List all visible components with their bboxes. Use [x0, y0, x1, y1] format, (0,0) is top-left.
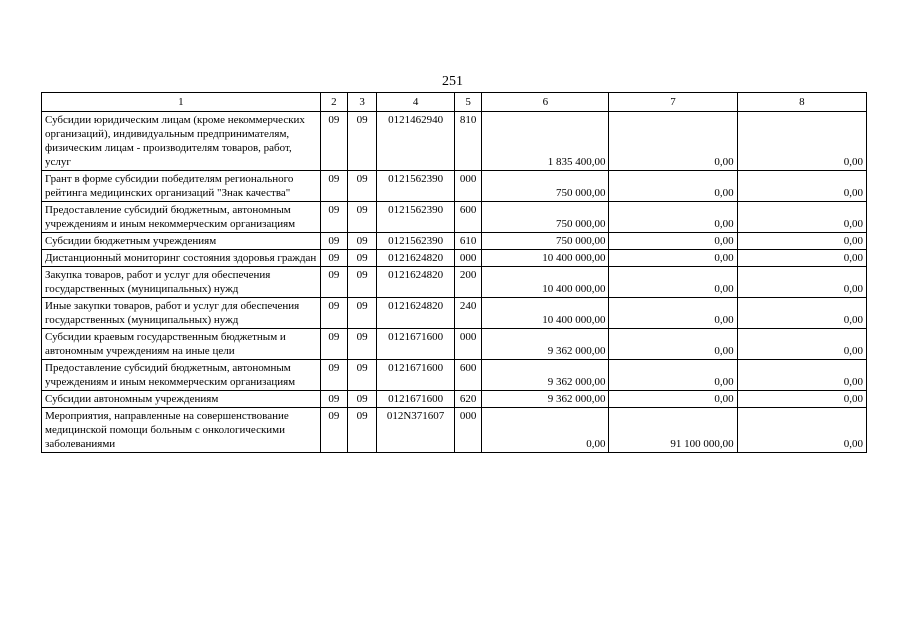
- amount-col7-cell: 0,00: [609, 202, 737, 233]
- expense-type-cell: 600: [454, 360, 481, 391]
- expense-type-cell: 240: [454, 298, 481, 329]
- section-code-cell: 09: [320, 202, 347, 233]
- section-code-cell: 09: [320, 112, 347, 171]
- amount-col7-cell: 0,00: [609, 171, 737, 202]
- column-header: 4: [377, 93, 455, 112]
- subsection-code-cell: 09: [347, 233, 376, 250]
- row-name-cell: Субсидии автономным учреждениям: [42, 391, 321, 408]
- target-article-cell: 0121562390: [377, 171, 455, 202]
- amount-col6-cell: 10 400 000,00: [482, 298, 609, 329]
- amount-col7-cell: 0,00: [609, 391, 737, 408]
- expense-type-cell: 810: [454, 112, 481, 171]
- section-code-cell: 09: [320, 391, 347, 408]
- amount-col7-cell: 0,00: [609, 267, 737, 298]
- subsection-code-cell: 09: [347, 112, 376, 171]
- amount-col7-cell: 0,00: [609, 329, 737, 360]
- amount-col8-cell: 0,00: [737, 250, 866, 267]
- amount-col6-cell: 750 000,00: [482, 171, 609, 202]
- amount-col8-cell: 0,00: [737, 233, 866, 250]
- column-header: 5: [454, 93, 481, 112]
- row-name-cell: Закупка товаров, работ и услуг для обеспечения государственных (муниципальных) нужд: [42, 267, 321, 298]
- column-header: 7: [609, 93, 737, 112]
- subsection-code-cell: 09: [347, 250, 376, 267]
- amount-col6-cell: 1 835 400,00: [482, 112, 609, 171]
- table-row: [42, 171, 867, 202]
- amount-col8-cell: 0,00: [737, 391, 866, 408]
- section-code-cell: 09: [320, 329, 347, 360]
- amount-col7-cell: 91 100 000,00: [609, 408, 737, 453]
- row-name-cell: Субсидии бюджетным учреждениям: [42, 233, 321, 250]
- subsection-code-cell: 09: [347, 267, 376, 298]
- amount-col6-cell: 9 362 000,00: [482, 360, 609, 391]
- section-code-cell: 09: [320, 250, 347, 267]
- table-body: [42, 112, 867, 453]
- section-code-cell: 09: [320, 408, 347, 453]
- amount-col7-cell: 0,00: [609, 233, 737, 250]
- column-header: 1: [42, 93, 321, 112]
- amount-col8-cell: 0,00: [737, 202, 866, 233]
- row-name-cell: Субсидии юридическим лицам (кроме некоммерческих организаций), индивидуальным предпринимателям, физическим лицам - производителям товаров, работ, услуг: [42, 112, 321, 171]
- amount-col6-cell: 750 000,00: [482, 202, 609, 233]
- amount-col8-cell: 0,00: [737, 360, 866, 391]
- section-code-cell: 09: [320, 171, 347, 202]
- target-article-cell: 0121624820: [377, 267, 455, 298]
- subsection-code-cell: 09: [347, 408, 376, 453]
- expense-type-cell: 000: [454, 250, 481, 267]
- subsection-code-cell: 09: [347, 329, 376, 360]
- expense-type-cell: 610: [454, 233, 481, 250]
- row-name-cell: Иные закупки товаров, работ и услуг для обеспечения государственных (муниципальных) нужд: [42, 298, 321, 329]
- amount-col6-cell: 9 362 000,00: [482, 329, 609, 360]
- subsection-code-cell: 09: [347, 202, 376, 233]
- table-row: [42, 250, 867, 267]
- target-article-cell: 0121624820: [377, 250, 455, 267]
- expense-type-cell: 600: [454, 202, 481, 233]
- table-row: [42, 329, 867, 360]
- section-code-cell: 09: [320, 233, 347, 250]
- amount-col8-cell: 0,00: [737, 329, 866, 360]
- target-article-cell: 0121671600: [377, 360, 455, 391]
- amount-col8-cell: 0,00: [737, 112, 866, 171]
- amount-col8-cell: 0,00: [737, 298, 866, 329]
- section-code-cell: 09: [320, 267, 347, 298]
- amount-col7-cell: 0,00: [609, 112, 737, 171]
- amount-col7-cell: 0,00: [609, 250, 737, 267]
- expense-type-cell: 620: [454, 391, 481, 408]
- row-name-cell: Дистанционный мониторинг состояния здоровья граждан: [42, 250, 321, 267]
- target-article-cell: 0121462940: [377, 112, 455, 171]
- target-article-cell: 0121562390: [377, 202, 455, 233]
- expense-type-cell: 200: [454, 267, 481, 298]
- target-article-cell: 0121624820: [377, 298, 455, 329]
- amount-col6-cell: 10 400 000,00: [482, 267, 609, 298]
- column-header: 2: [320, 93, 347, 112]
- row-name-cell: Предоставление субсидий бюджетным, автономным учреждениям и иным некоммерческим организациям: [42, 202, 321, 233]
- subsection-code-cell: 09: [347, 391, 376, 408]
- amount-col7-cell: 0,00: [609, 298, 737, 329]
- table-row: [42, 298, 867, 329]
- target-article-cell: 012N371607: [377, 408, 455, 453]
- table-row: [42, 202, 867, 233]
- expense-type-cell: 000: [454, 329, 481, 360]
- row-name-cell: Предоставление субсидий бюджетным, автономным учреждениям и иным некоммерческим организациям: [42, 360, 321, 391]
- table-row: [42, 408, 867, 453]
- page-number: 251: [442, 74, 463, 89]
- amount-col6-cell: 10 400 000,00: [482, 250, 609, 267]
- subsection-code-cell: 09: [347, 298, 376, 329]
- column-header: 6: [482, 93, 609, 112]
- expense-type-cell: 000: [454, 171, 481, 202]
- section-code-cell: 09: [320, 298, 347, 329]
- budget-table: [41, 92, 867, 453]
- target-article-cell: 0121671600: [377, 391, 455, 408]
- amount-col6-cell: 9 362 000,00: [482, 391, 609, 408]
- amount-col7-cell: 0,00: [609, 360, 737, 391]
- subsection-code-cell: 09: [347, 360, 376, 391]
- amount-col8-cell: 0,00: [737, 408, 866, 453]
- row-name-cell: Мероприятия, направленные на совершенствование медицинской помощи больным с онкологическими заболеваниями: [42, 408, 321, 453]
- table-header: [42, 93, 867, 112]
- target-article-cell: 0121562390: [377, 233, 455, 250]
- amount-col8-cell: 0,00: [737, 171, 866, 202]
- table-row: [42, 233, 867, 250]
- column-header: 8: [737, 93, 866, 112]
- table-row: [42, 360, 867, 391]
- amount-col8-cell: 0,00: [737, 267, 866, 298]
- row-name-cell: Грант в форме субсидии победителям регионального рейтинга медицинских организаций "Знак качества": [42, 171, 321, 202]
- header-row: [42, 93, 867, 112]
- section-code-cell: 09: [320, 360, 347, 391]
- column-header: 3: [347, 93, 376, 112]
- amount-col6-cell: 750 000,00: [482, 233, 609, 250]
- table-row: [42, 267, 867, 298]
- amount-col6-cell: 0,00: [482, 408, 609, 453]
- expense-type-cell: 000: [454, 408, 481, 453]
- row-name-cell: Субсидии краевым государственным бюджетным и автономным учреждениям на иные цели: [42, 329, 321, 360]
- table-row: [42, 112, 867, 171]
- target-article-cell: 0121671600: [377, 329, 455, 360]
- subsection-code-cell: 09: [347, 171, 376, 202]
- table-row: [42, 391, 867, 408]
